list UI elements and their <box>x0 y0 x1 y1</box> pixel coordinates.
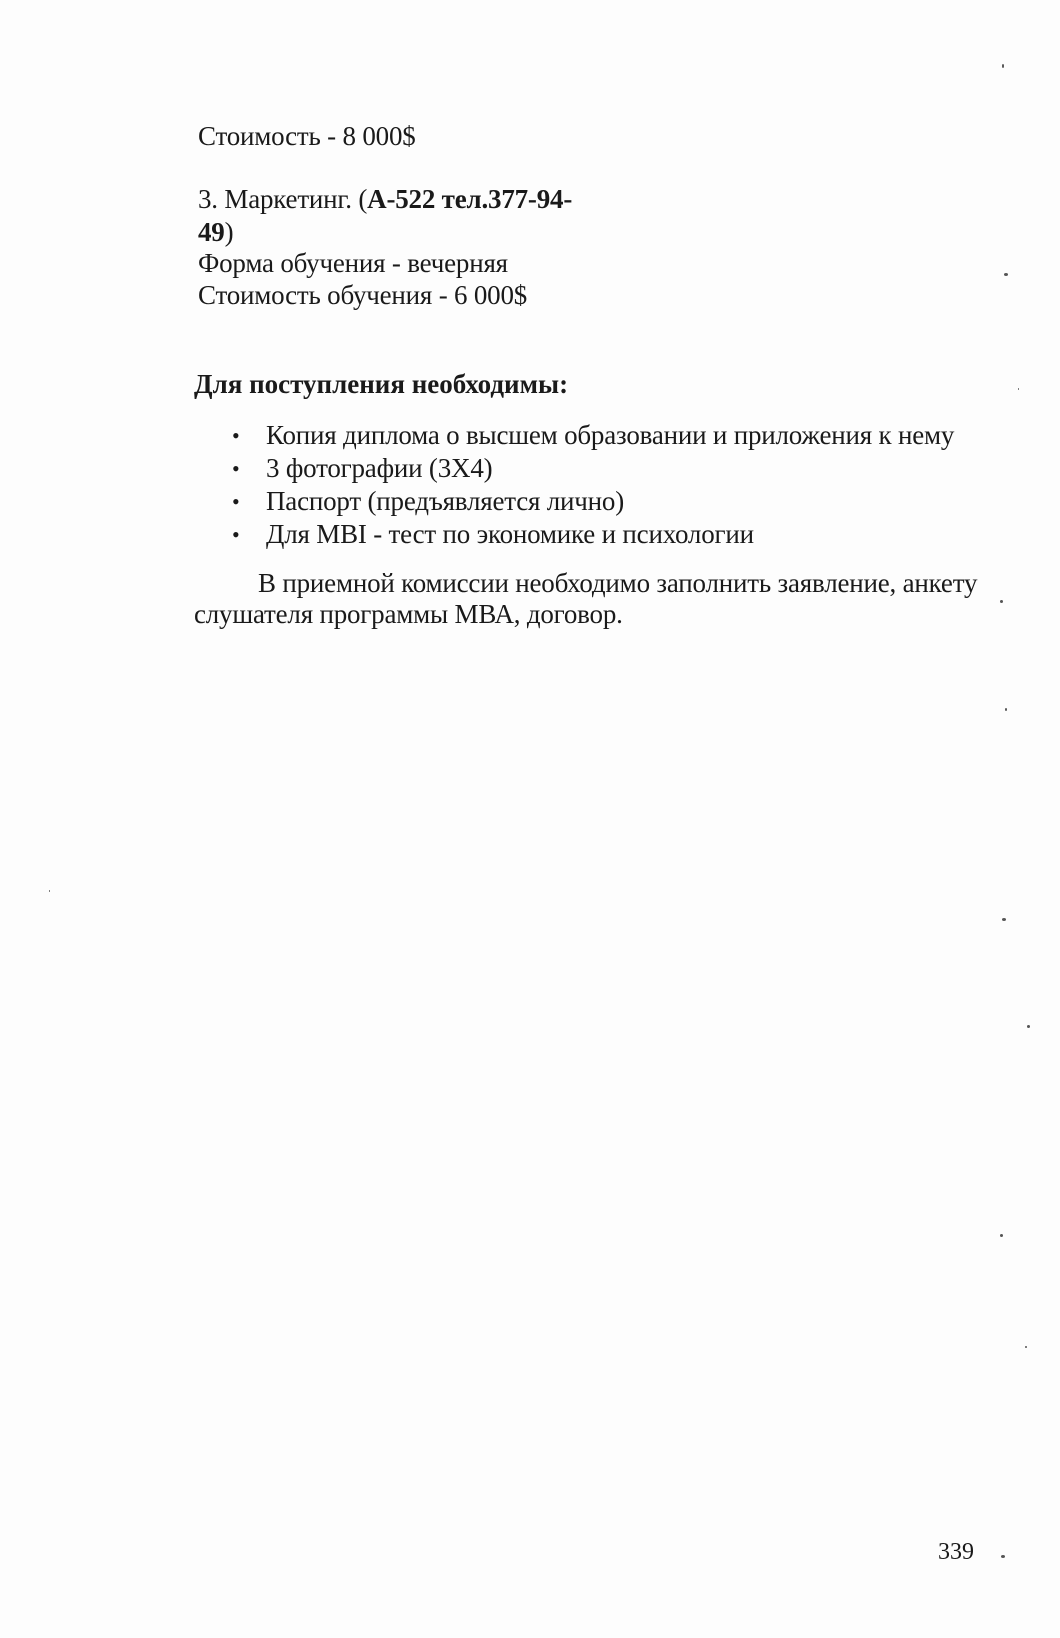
scan-speck <box>1001 1555 1005 1558</box>
program-contact-close-paren: ) <box>224 217 234 247</box>
requirement-item <box>232 518 954 551</box>
page-number: 339 <box>938 1539 974 1565</box>
previous-cost-line: Стоимость - 8 000$ <box>198 121 416 151</box>
bullet-icon: • <box>232 423 240 448</box>
requirement-text: Паспорт (предъявляется лично) <box>266 486 624 516</box>
scan-speck <box>1002 918 1006 921</box>
requirements-list <box>232 419 954 551</box>
requirement-item <box>232 485 954 518</box>
requirement-text: 3 фотографии (3Х4) <box>266 453 493 483</box>
program-title-line <box>198 183 572 215</box>
scan-speck <box>1005 708 1007 711</box>
bullet-icon: • <box>232 522 240 547</box>
scan-speck <box>49 890 50 892</box>
scan-speck <box>1002 64 1004 68</box>
study-cost-line: Стоимость обучения - 6 000$ <box>198 280 528 310</box>
requirements-heading: Для поступления необходимы: <box>194 369 569 399</box>
bullet-icon: • <box>232 489 240 514</box>
paragraph-line-2: слушателя программы МВА, договор. <box>194 599 623 629</box>
study-form-line: Форма обучения - вечерняя <box>198 248 508 278</box>
program-contact-continuation <box>198 216 233 248</box>
scan-speck <box>1000 600 1003 603</box>
program-contact-part2: 49 <box>198 217 225 247</box>
requirement-item <box>232 452 954 485</box>
requirement-item <box>232 419 954 452</box>
program-title: 3. Маркетинг. ( <box>198 184 368 214</box>
scan-speck <box>1018 388 1019 390</box>
requirement-text: Для MBI - тест по экономике и психологии <box>266 519 754 549</box>
program-contact-part1: А-522 тел.377-94- <box>367 184 573 214</box>
scan-speck <box>1025 1346 1027 1348</box>
scan-speck <box>1000 1234 1003 1237</box>
scan-speck <box>1027 1025 1030 1028</box>
scan-speck <box>1004 273 1008 276</box>
bullet-icon: • <box>232 456 240 481</box>
paragraph-line-1: В приемной комиссии необходимо заполнить заявление, анкету <box>258 568 978 598</box>
requirement-text: Копия диплома о высшем образовании и приложения к нему <box>266 420 955 450</box>
